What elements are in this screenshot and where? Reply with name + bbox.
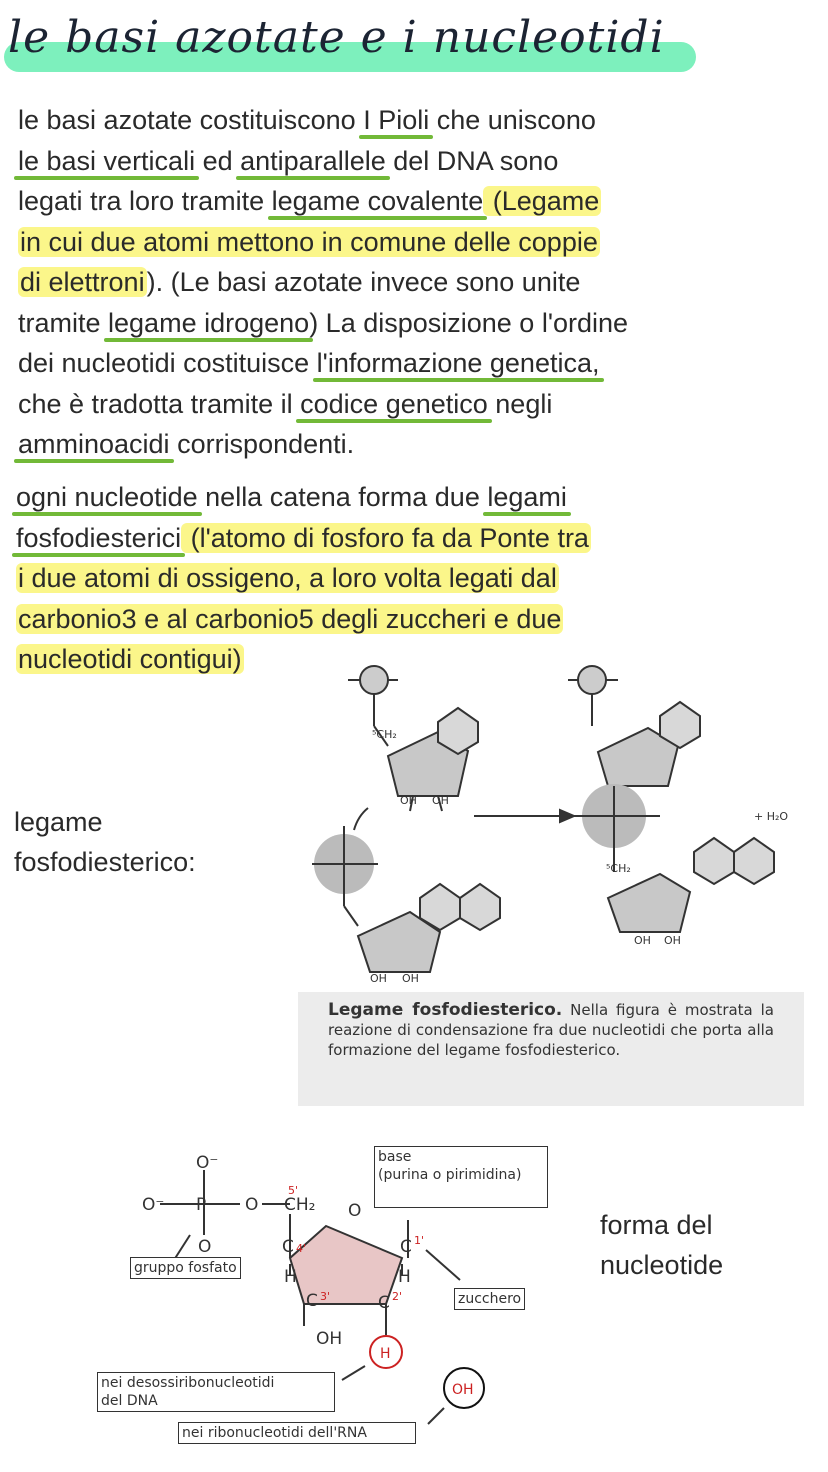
label-line: forma del [600,1210,713,1240]
box-text: nei ribonucleotidi dell'RNA [182,1425,367,1441]
atom-o: O [198,1237,212,1257]
oh-label: OH [664,934,681,947]
position-3: 3' [320,1290,331,1303]
page-title: le basi azotate e i nucleotidi [8,12,665,63]
atom-o-minus: O⁻ [196,1153,219,1173]
text-line [16,599,591,640]
underlined-term: legame idrogeno [108,307,310,338]
caption-title: Legame fosfodiesterico. [328,1000,563,1020]
phosphodiester-diagram [298,636,804,996]
position-1: 1' [414,1234,425,1247]
text: nella catena forma due [197,482,488,512]
atom-oh: OH [316,1329,343,1349]
highlighted-text: (l'atomo di fosforo fa da Ponte tra [183,522,589,553]
dna-label-box [97,1372,335,1412]
text: ). (Le basi azotate invece sono unite [146,267,581,297]
highlighted-text: in cui due atomi mettono in comune delle coppie [20,226,598,257]
text: legati tra loro tramite [18,186,272,216]
label-line: fosfodiesterico: [14,847,196,877]
underlined-term: ogni nucleotide [16,482,198,512]
text: dei nucleotidi costituisce [18,348,317,378]
atom-c4: C [282,1237,294,1257]
position-2: 2' [392,1290,403,1303]
text-line [16,518,591,559]
position-4: 4' [296,1242,307,1255]
text-line [18,100,628,141]
atom-h: H [398,1267,411,1287]
text: che è tradotta tramite il [18,388,301,419]
atom-o: O [245,1195,259,1215]
text-line [18,262,628,303]
underlined-term: fosfodiesterici [16,522,182,553]
underlined-term: codice genetico [300,388,488,419]
oh-label: OH [634,934,651,947]
water-label: + H₂O [754,810,789,823]
text-line [18,181,628,222]
atom-h: H [380,1346,391,1362]
label-line: nucleotide [600,1250,724,1280]
text: tramite [18,307,109,338]
paragraph-1 [18,100,628,465]
atom-c1: C [400,1237,412,1257]
base-label-box [374,1146,548,1208]
text-line [18,141,628,182]
underlined-term: antiparallele [240,145,386,176]
underlined-term: legami [487,482,567,512]
underlined-term: legame covalente [271,186,484,216]
text: del DNA sono [385,145,559,176]
oh-label: OH [370,972,387,985]
text-line [16,558,591,599]
box-line: (purina o pirimidina) [378,1167,522,1183]
atom-oh: OH [452,1382,474,1398]
figure-caption [298,992,804,1106]
atom-p: P [196,1195,207,1215]
box-text: gruppo fosfato [134,1260,237,1276]
label-forma-nucleotide [600,1205,723,1285]
text: le basi azotate costituiscono [18,105,364,135]
oh-label: OH [400,794,417,807]
highlighted-text: i due atomi di ossigeno, a loro volta legati dal [18,563,557,593]
text-line [18,303,628,344]
box-line: base [378,1149,412,1165]
highlighted-text: nucleotidi contigui) [18,644,242,674]
oh-label: OH [402,972,419,985]
caption-text: Nella figura è mostrata la reazione di condensazione fra due nucleotidi che porta alla formazione del legame fosfodiesterico. [328,1001,774,1059]
box-line: del DNA [101,1393,158,1409]
highlighted-text: (Legame [485,186,600,216]
text: negli [487,388,553,419]
atom-c2: C [378,1293,390,1313]
atom-ch2: CH₂ [284,1195,316,1215]
label-legame-fosfodiesterico [14,802,196,882]
highlighted-text: carbonio3 e al carbonio5 degli zuccheri e due [18,603,562,634]
phosphate-label-box [130,1257,241,1279]
underlined-term: l'informazione genetica, [316,348,600,378]
ch2-label: ⁵CH₂ [372,728,397,741]
text: ed [195,145,241,176]
text-line [18,384,628,425]
underlined-term: le basi verticali [18,145,196,176]
atom-c3: C [306,1291,318,1311]
box-text: zucchero [458,1291,522,1307]
atom-o: O [348,1201,362,1221]
text: ) La disposizione o l'ordine [309,307,629,338]
ch2-label: ⁵CH₂ [606,862,631,875]
oh-label: OH [432,794,449,807]
text-line [18,222,628,263]
atom-o-minus: O⁻ [142,1195,165,1215]
rna-label-box [178,1422,416,1444]
text-line [18,424,628,465]
underlined-term: I Pioli [363,105,430,135]
atom-h: H [284,1267,297,1287]
text-line [16,477,591,518]
text-line [18,343,628,384]
text: che uniscono [429,105,596,135]
highlighted-text: di elettroni [20,267,145,297]
sugar-label-box [454,1288,525,1310]
position-5: 5' [288,1184,299,1197]
text: corrispondenti. [169,429,355,459]
label-line: legame [14,807,103,837]
box-line: nei desossiribonucleotidi [101,1375,275,1391]
underlined-term: amminoacidi [18,429,170,459]
